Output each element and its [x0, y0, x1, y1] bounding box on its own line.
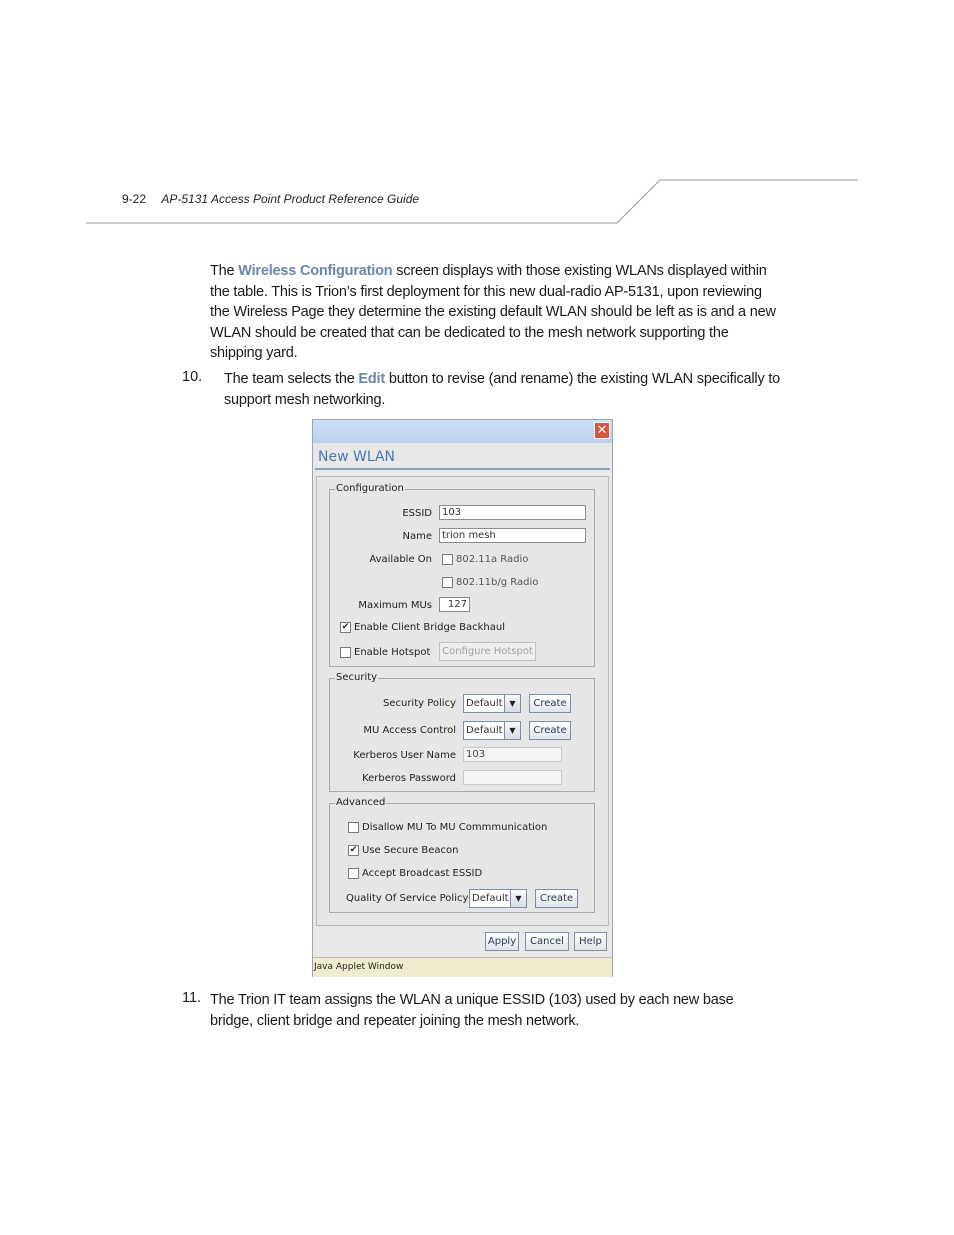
radio-a-label: 802.11a Radio: [456, 554, 529, 565]
secure-beacon-checkbox[interactable]: ✔: [349, 845, 358, 855]
page-number: 9-22: [122, 192, 147, 206]
chevron-down-icon: ▼: [510, 890, 526, 907]
page-header: [122, 192, 419, 206]
essid-input[interactable]: 103: [439, 505, 586, 520]
mu-access-select[interactable]: [463, 721, 521, 740]
security-policy-value: Default: [466, 698, 503, 709]
step-11-text: The Trion IT team assigns the WLAN a unique ESSID (103) used by each new base bridge, client bridge and repeater joining the mesh network.: [210, 992, 734, 1029]
configuration-legend: Configuration: [336, 483, 404, 494]
intro-paragraph: [210, 261, 780, 364]
radio-a-checkbox[interactable]: [442, 554, 453, 565]
heading-divider: [315, 468, 610, 470]
hotspot-checkbox[interactable]: [340, 647, 351, 658]
radio-bg-label: 802.11b/g Radio: [456, 577, 539, 588]
broadcast-essid-label: Accept Broadcast ESSID: [362, 868, 483, 879]
client-bridge-label: Enable Client Bridge Backhaul: [354, 622, 506, 633]
available-on-label: Available On: [369, 554, 432, 565]
essid-label: ESSID: [402, 508, 432, 519]
dialog-titlebar: [313, 420, 612, 443]
disallow-mu-checkbox[interactable]: [348, 822, 359, 833]
edit-highlight: Edit: [358, 371, 386, 387]
step-10-text-rest: button to revise (and rename) the existing WLAN specifically to support mesh networking.: [224, 371, 781, 408]
broadcast-essid-checkbox[interactable]: [348, 868, 359, 879]
chevron-down-icon: ▼: [504, 722, 520, 739]
configure-hotspot-button[interactable]: Configure Hotspot: [439, 642, 536, 661]
dialog-panel: [316, 476, 609, 926]
secure-beacon-label: Use Secure Beacon: [362, 845, 459, 856]
security-legend: Security: [336, 672, 378, 683]
security-policy-label: Security Policy: [382, 698, 456, 709]
step-10-text-start: The team selects the: [224, 371, 359, 387]
configuration-group: [329, 483, 595, 667]
max-mus-input[interactable]: 127: [439, 597, 470, 612]
hotspot-label: Enable Hotspot: [354, 647, 431, 658]
disallow-mu-label: Disallow MU To MU Commmunication: [362, 822, 548, 833]
qos-create-button[interactable]: Create: [535, 889, 578, 908]
qos-value: Default: [472, 893, 509, 904]
cancel-button[interactable]: Cancel: [525, 932, 569, 951]
step-10-number: 10.: [182, 369, 203, 385]
chevron-down-icon: ▼: [504, 695, 520, 712]
dialog-heading: New WLAN: [318, 449, 395, 465]
security-policy-create-button[interactable]: Create: [529, 694, 571, 713]
name-label: Name: [402, 531, 432, 542]
step-11-number: 11.: [182, 990, 202, 1006]
intro-text-start: The: [210, 263, 239, 279]
help-button[interactable]: Help: [574, 932, 607, 951]
mu-access-label: MU Access Control: [363, 725, 456, 736]
close-icon[interactable]: ✕: [594, 422, 610, 439]
kerberos-password-label: Kerberos Password: [362, 773, 456, 784]
security-policy-select[interactable]: [463, 694, 521, 713]
new-wlan-dialog: [312, 419, 613, 977]
kerberos-user-label: Kerberos User Name: [353, 750, 456, 761]
name-input[interactable]: trion mesh: [439, 528, 586, 543]
kerberos-user-input[interactable]: 103: [463, 747, 562, 762]
mu-access-create-button[interactable]: Create: [529, 721, 571, 740]
advanced-group: [329, 797, 595, 913]
security-group: [329, 672, 595, 792]
apply-button[interactable]: Apply: [485, 932, 519, 951]
kerberos-password-input[interactable]: [463, 770, 562, 785]
max-mus-label: Maximum MUs: [358, 600, 432, 611]
intro-text-rest: screen displays with those existing WLANs displayed within the table. This is Trion’s first deployment for this new dual-radio AP-5131, upon reviewing the Wireless Page they determine the existing default WLAN should be left as is and a new WLAN should be created that can be dedicated to the mesh network supporting the shipping yard.: [210, 263, 776, 361]
advanced-legend: Advanced: [336, 797, 386, 808]
mu-access-value: Default: [466, 725, 503, 736]
guide-title: AP-5131 Access Point Product Reference Guide: [161, 192, 420, 206]
applet-footer-text: Java Applet Window: [314, 962, 404, 972]
radio-bg-checkbox[interactable]: [442, 577, 453, 588]
step-10-text: [224, 369, 780, 410]
qos-select[interactable]: [469, 889, 527, 908]
wireless-configuration-highlight: Wireless Configuration: [238, 263, 393, 279]
qos-label: Quality Of Service Policy: [346, 893, 469, 904]
applet-footer: [313, 957, 612, 977]
client-bridge-checkbox[interactable]: ✔: [341, 622, 350, 632]
